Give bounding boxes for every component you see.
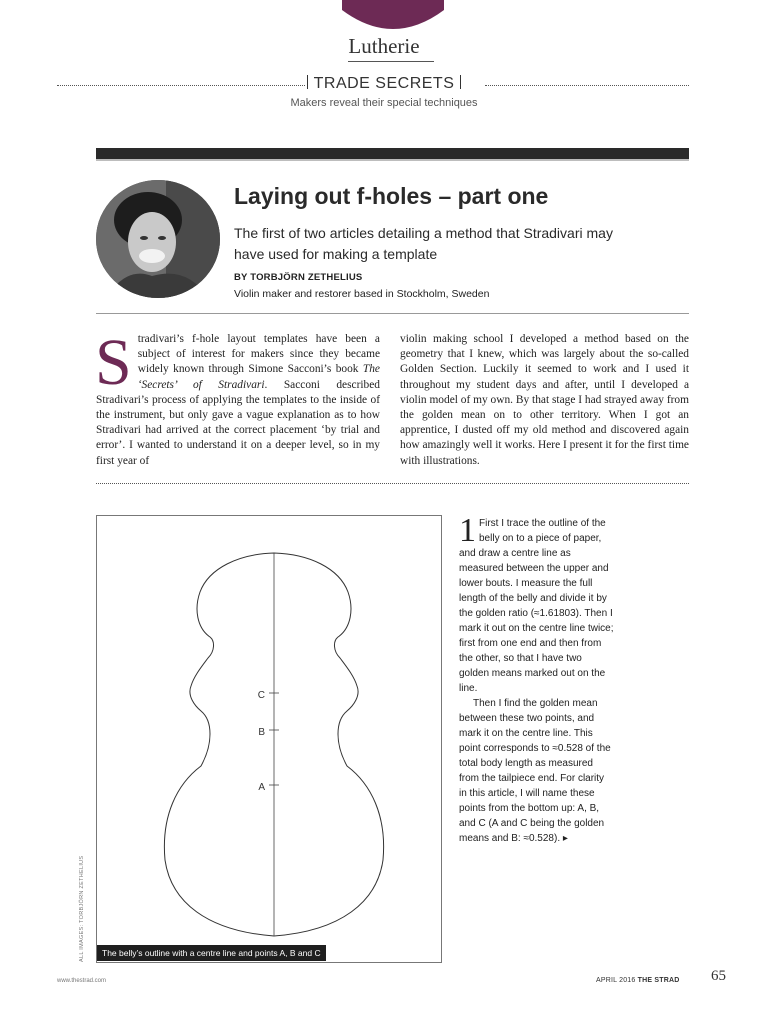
footer-issue [596,977,680,984]
step-1 [459,512,614,846]
section-underline [348,61,434,62]
article-standfirst: The first of two articles detailing a method that Stradivari may have used for making a template [234,225,613,262]
step-paragraph-1: First I trace the outline of the belly on to a piece of paper, and draw a centre line as measured between the upper and lower bouts. I measure the full length of the belly and divide it by the golden ratio (≈1.61803). Then I mark it out on the centre line twice; first from one end and then from the other, so that I have two golden means marked out on the line. [459,518,614,694]
series-title [0,75,768,93]
byline: BY TORBJÖRN ZETHELIUS [234,272,363,283]
section-tab [342,0,444,34]
step-paragraph-2: Then I find the golden mean between these two points, and mark it on the centre line. This point corresponds to ≈0.528 of the total body length as measured from the tailpiece end. For clarity in this article, I will name these points from the bottom up: A, B, and C (A and C being the golden means and B: ≈0.528). ▸ [459,698,611,844]
label-a: A [258,782,265,793]
intro-text-1a: tradivari’s f-hole layout templates have been a subject of interest for makers since they became widely known through Simone Sacconi’s book [137,333,380,376]
author-portrait [96,180,220,298]
step-number: 1 [459,512,476,549]
footer-url: www.thestrad.com [57,978,107,984]
magazine-name: THE STRAD [637,977,680,984]
issue-date: APRIL 2016 [596,977,636,984]
header-band-shadow [96,159,689,161]
article-headline: Laying out f-holes – part one [234,183,549,209]
section-label: Lutherie [348,34,420,58]
page-number: 65 [711,968,726,984]
header-band [96,148,689,159]
series-title-text: TRADE SECRETS [313,75,455,92]
intro-column-1 [95,326,381,469]
label-b: B [258,727,265,738]
intro-column-2: violin making school I developed a method based on the geometry that I knew, which was largely about the so-called Golden Section. Luckily it seemed to work and I used it throughout my student days and after, until I developed a violin model of my own. By that stage I had strayed away from the golden mean on to other territory. When I got an apprentice, I dusted off my old method and discovered again how amazingly well it works. Here I present it for the first time with illustrations. [400,333,689,467]
book-title: The ‘Secrets’ of Stradivari [137,363,380,391]
image-credit: ALL IMAGES: TORBJÖRN ZETHELIUS [79,855,85,962]
dotted-divider [96,483,689,484]
drop-cap: S [95,326,132,399]
intro-text-1b: . Sacconi described Stradivari’s process of applying the templates to the inside of the instrument, but only gave a vague explanation as to how Stradivari had arrived at the correct placement ‘by trial and error’. I wanted to understand it on a deeper level, so in my first year of [96,378,381,467]
author-bio: Violin maker and restorer based in Stockholm, Sweden [234,288,490,300]
figure-caption: The belly’s outline with a centre line and points A, B and C [97,945,326,961]
intro-rule [96,313,689,314]
violin-belly-diagram [97,516,441,962]
label-c: C [257,690,265,701]
series-subtitle: Makers reveal their special techniques [290,97,478,109]
